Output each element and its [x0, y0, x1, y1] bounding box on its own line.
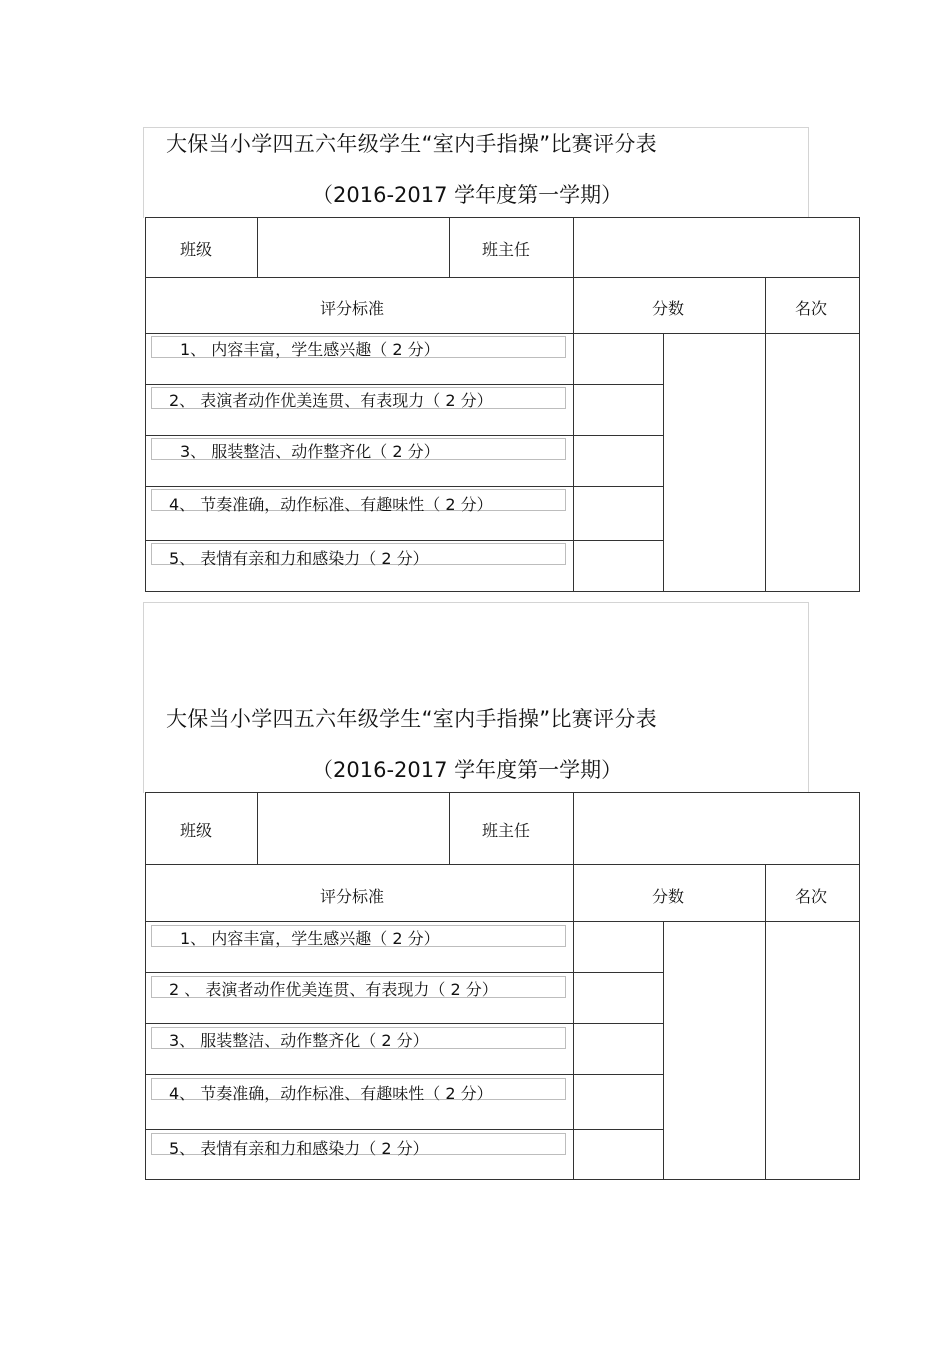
criterion-item: 4、 节奏准确，动作标准、有趣味性（ 2 分）: [169, 495, 493, 514]
criteria-header: 评分标准: [320, 299, 385, 318]
table-line: [145, 1023, 664, 1024]
criterion-item: 4、 节奏准确，动作标准、有趣味性（ 2 分）: [169, 1084, 493, 1103]
table-line: [145, 1074, 664, 1075]
table-line: [145, 217, 146, 592]
table-line: [663, 333, 664, 592]
table-line: [145, 540, 664, 541]
teacher-label: 班主任: [482, 821, 531, 840]
table-line: [145, 864, 860, 865]
form-subtitle: （2016-2017 学年度第一学期）: [312, 183, 623, 207]
table-line: [145, 972, 664, 973]
class-label: 班级: [180, 240, 213, 259]
rank-header: 名次: [795, 887, 828, 906]
table-line: [765, 277, 766, 592]
table-line: [449, 792, 450, 864]
score-header: 分数: [652, 299, 685, 318]
table-line: [765, 864, 766, 1180]
criterion-item: 2、 表演者动作优美连贯、有表现力（ 2 分）: [169, 391, 493, 410]
form-subtitle: （2016-2017 学年度第一学期）: [312, 758, 623, 782]
table-line: [145, 333, 860, 334]
table-line: [449, 217, 450, 277]
table-line: [257, 217, 258, 277]
table-line: [145, 921, 860, 922]
table-line: [859, 792, 860, 1180]
criterion-item: 3、 服装整洁、动作整齐化（ 2 分）: [169, 1031, 429, 1050]
criterion-item: 3、 服装整洁、动作整齐化（ 2 分）: [180, 442, 440, 461]
criterion-item: 2 、 表演者动作优美连贯、有表现力（ 2 分）: [169, 980, 498, 999]
table-line: [257, 792, 258, 864]
table-line: [145, 486, 664, 487]
teacher-label: 班主任: [482, 240, 531, 259]
criterion-item: 5、 表情有亲和力和感染力（ 2 分）: [169, 549, 429, 568]
table-line: [145, 435, 664, 436]
criteria-header: 评分标准: [320, 887, 385, 906]
table-line: [859, 217, 860, 592]
table-line: [145, 384, 664, 385]
table-line: [663, 921, 664, 1180]
table-line: [573, 792, 574, 1180]
class-label: 班级: [180, 821, 213, 840]
table-line: [573, 217, 574, 592]
rank-header: 名次: [795, 299, 828, 318]
table-line: [145, 1129, 664, 1130]
table-line: [145, 217, 860, 218]
form-title: 大保当小学四五六年级学生“室内手指操”比赛评分表: [166, 707, 657, 731]
form-title: 大保当小学四五六年级学生“室内手指操”比赛评分表: [166, 132, 657, 156]
table-line: [145, 277, 860, 278]
criterion-item: 1、 内容丰富，学生感兴趣（ 2 分）: [180, 340, 440, 359]
table-line: [145, 591, 860, 592]
score-header: 分数: [652, 887, 685, 906]
table-line: [145, 792, 146, 1180]
table-line: [145, 1179, 860, 1180]
criterion-item: 1、 内容丰富，学生感兴趣（ 2 分）: [180, 929, 440, 948]
criterion-item: 5、 表情有亲和力和感染力（ 2 分）: [169, 1139, 429, 1158]
table-line: [145, 792, 860, 793]
